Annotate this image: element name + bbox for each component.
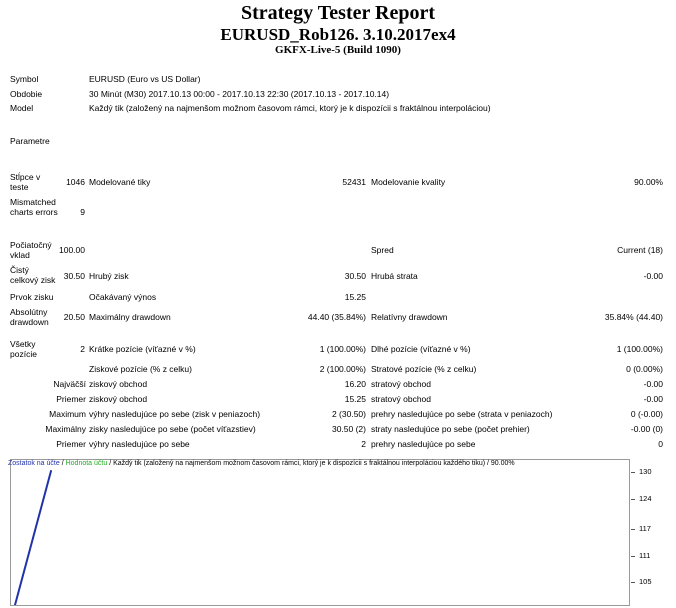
avg-consec-losses-label: prehry nasledujúce po sebe: [371, 439, 476, 449]
balance-point: [50, 470, 52, 472]
long-positions-label: Dlhé pozície (víťazné v %): [371, 344, 471, 354]
largest-loss-value: -0.00: [643, 379, 663, 389]
legend-separator: /: [59, 460, 66, 467]
period-value: 30 Minút (M30) 2017.10.13 00:00 - 2017.10.13 22:30 (2017.10.13 - 2017.10.14): [89, 89, 390, 99]
max-drawdown-label: Maximálny drawdown: [89, 312, 171, 322]
expected-payoff-label: Očakávaný výnos: [89, 292, 157, 302]
net-profit-label: Čistý celkový zisk: [10, 265, 56, 285]
ticks-value: 52431: [342, 177, 366, 187]
avg-consec-wins-value: 2: [361, 439, 366, 449]
total-trades-value: 2: [80, 344, 85, 354]
largest-loss-label: stratový obchod: [371, 379, 432, 389]
balance-chart: [7, 456, 669, 608]
profit-trades-label: Ziskové pozície (% z celku): [89, 364, 192, 374]
largest-profit-value: 16.20: [344, 379, 366, 389]
report-subtitle: EURUSD_Rob126. 3.10.2017ex4: [220, 25, 456, 44]
net-profit-value: 30.50: [63, 271, 85, 281]
y-tick-label: 117: [639, 524, 651, 534]
bars-value: 1046: [66, 177, 85, 187]
abs-drawdown-value: 20.50: [63, 312, 85, 322]
max-consec-loss-value: -0.00 (0): [630, 424, 663, 434]
avg-consec-wins-label: výhry nasledujúce po sebe: [89, 439, 190, 449]
y-tick-mark: [631, 582, 635, 583]
mismatch-label: Mismatched charts errors: [10, 197, 58, 217]
legend-balance: Zostatok na účte: [8, 460, 60, 467]
rel-drawdown-value: 35.84% (44.40): [604, 312, 663, 322]
avg-consec-losses-value: 0: [658, 439, 663, 449]
max-consec-losses-label: prehry nasledujúce po sebe (strata v peniazoch): [371, 409, 553, 419]
average-loss-label: stratový obchod: [371, 394, 432, 404]
profit-factor-label: Prvok zisku: [10, 292, 54, 302]
max-consec-profit-value: 30.50 (2): [331, 424, 366, 434]
rel-drawdown-label: Relatívny drawdown: [371, 312, 448, 322]
short-positions-value: 1 (100.00%): [319, 344, 366, 354]
period-label: Obdobie: [10, 89, 43, 99]
max-drawdown-value: 44.40 (35.84%): [307, 312, 366, 322]
average-profit-value: 15.25: [344, 394, 366, 404]
y-tick-mark: [631, 499, 635, 500]
largest-profit-label: ziskový obchod: [89, 379, 148, 389]
gross-profit-label: Hrubý zisk: [89, 271, 129, 281]
average-label: Priemer: [56, 394, 86, 404]
deposit-value: 100.00: [59, 245, 85, 255]
loss-trades-label: Stratové pozície (% z celku): [371, 364, 477, 374]
quality-value: 90.00%: [634, 177, 663, 187]
chart-legend: [8, 460, 515, 467]
ticks-label: Modelované tiky: [89, 177, 151, 187]
maximum-label: Maximum: [49, 409, 86, 419]
short-positions-label: Krátke pozície (víťazné v %): [89, 344, 196, 354]
gross-profit-value: 30.50: [344, 271, 366, 281]
y-axis: [631, 459, 669, 604]
average-loss-value: -0.00: [643, 394, 663, 404]
max-consec-wins-value: 2 (30.50): [331, 409, 366, 419]
y-tick-mark: [631, 472, 635, 473]
gross-loss-value: -0.00: [643, 271, 663, 281]
balance-point: [32, 537, 34, 539]
max-consec-wins-label: výhry nasledujúce po sebe (zisk v peniazoch): [89, 409, 261, 419]
gross-loss-label: Hrubá strata: [371, 271, 418, 281]
spread-value: Current (18): [617, 245, 663, 255]
avg-label: Priemer: [56, 439, 86, 449]
deposit-label: Počiatočný vklad: [10, 240, 52, 260]
maximal-label: Maximálny: [45, 424, 86, 434]
abs-drawdown-label: Absolútny drawdown: [10, 307, 49, 327]
y-tick-label: 105: [639, 577, 652, 587]
model-label: Model: [10, 103, 34, 113]
params-label: Parametre: [10, 136, 50, 146]
max-consec-losses-value: 0 (-0.00): [630, 409, 663, 419]
plot-area: [10, 459, 630, 606]
y-tick-mark: [631, 529, 635, 530]
bars-label: Stĺpce v teste: [10, 172, 41, 192]
legend-description: / Každý tik (založený na najmenšom možnom časovom rámci, ktorý je k dispozícii s fraktálnou interpoláciou každého tiku) / 90.00%: [107, 460, 515, 467]
loss-trades-value: 0 (0.00%): [626, 364, 663, 374]
expected-payoff-value: 15.25: [344, 292, 366, 302]
report-title: Strategy Tester Report: [240, 2, 436, 24]
symbol-label: Symbol: [10, 74, 39, 84]
spread-label: Spred: [371, 245, 394, 255]
average-profit-label: ziskový obchod: [89, 394, 148, 404]
largest-label: Najväčší: [53, 379, 86, 389]
legend-equity: Hodnota účtu: [65, 460, 108, 467]
quality-label: Modelovanie kvality: [371, 177, 446, 187]
profit-trades-value: 2 (100.00%): [319, 364, 366, 374]
total-trades-label: Všetky pozície: [10, 339, 37, 359]
y-tick-label: 124: [639, 493, 652, 503]
max-consec-loss-label: straty nasledujúce po sebe (počet prehier): [371, 424, 530, 434]
chart-svg: [11, 460, 629, 605]
long-positions-value: 1 (100.00%): [616, 344, 663, 354]
mismatch-value: 9: [80, 207, 85, 217]
y-tick-mark: [631, 556, 635, 557]
model-value: Každý tik (založený na najmenšom možnom časovom rámci, ktorý je k dispozícii s fraktálnou interpoláciou): [89, 103, 491, 113]
max-consec-profit-label: zisky nasledujúce po sebe (počet víťazstiev): [89, 424, 256, 434]
symbol-value: EURUSD (Euro vs US Dollar): [89, 74, 201, 84]
y-tick-label: 130: [639, 467, 652, 477]
y-tick-label: 111: [639, 550, 651, 560]
server-name: GKFX-Live-5 (Build 1090): [275, 44, 401, 56]
